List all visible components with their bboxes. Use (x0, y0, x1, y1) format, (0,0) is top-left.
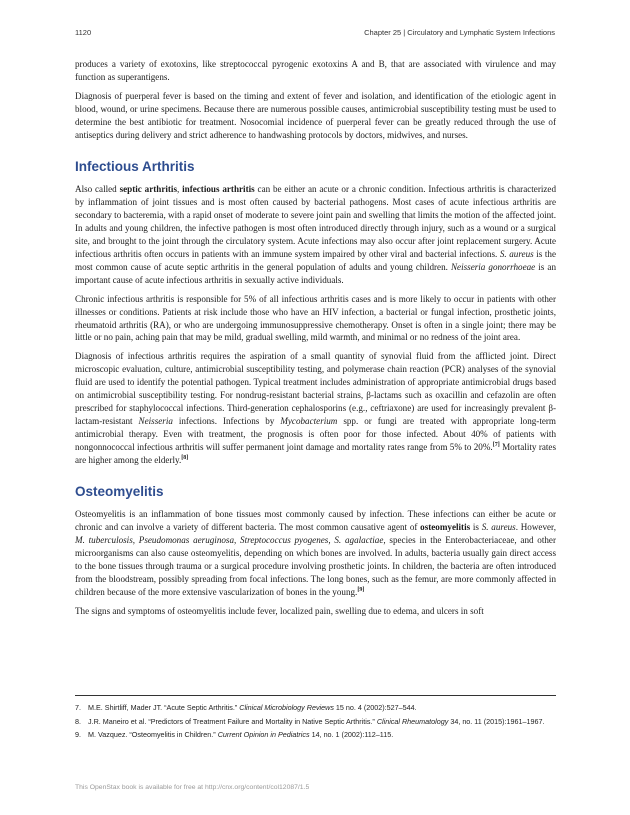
key-term: septic arthritis (119, 184, 177, 195)
footnote-7: 7. M.E. Shirtliff, Mader JT. “Acute Septic Arthritis.” Clinical Microbiology Reviews 15 no. 4 (2002):527–544. (75, 703, 417, 712)
footnotes (75, 702, 556, 743)
paragraph: Also called septic arthritis, infectious arthritis can be either an acute or a chronic condition. Infectious arthritis is characterized by inflammation of joint tissues and is most often caused by bacterial pathogens. Most cases of acute infectious arthritis are secondary to bacteremia, with a rapid onset of moderate to severe joint pain and swelling that limits the motion of the affected joint. In adults and young children, the infective pathogen is most often introduced directly through injury, such as a wound or a surgical site, and brought to the joint through the circulatory system. Acute infections may also occur after joint replacement surgery. Acute infectious arthritis often occurs in patients with an immune system impaired by other viral and bacterial infections. S. aureus is the most common cause of acute septic arthritis in the general population of adults and young children. Neisseria gonorrhoeae is an important cause of acute infectious arthritis in sexually active individuals. (75, 184, 557, 285)
footnote-8: 8. J.R. Maneiro et al. “Predictors of Treatment Failure and Mortality in Native Septic Arthritis.” Clinical Rheumatology 34, no. 11 (2015):1961–1967. (75, 716, 545, 726)
section-heading-osteomyelitis: Osteomyelitis (75, 484, 164, 500)
footnote-divider (75, 695, 556, 696)
paragraph: Osteomyelitis is an inflammation of bone tissues most commonly caused by infection. These infections can either be acute or chronic and can involve a variety of different bacteria. The most common causative agent of osteomyelitis is S. aureus. However, M. tuberculosis, Pseudomonas aeruginosa, Streptococcus pyogenes, S. agalactiae, species in the Enterobacteriaceae, and other microorganisms can also cause osteomyelitis, depending on which bones are involved. In adults, bacteria usually gain direct access to the bone tissues through trauma or a surgical procedure involving prosthetic joints. In children, the bacteria are often introduced from the bloodstream, possibly spreading from focal infections. The long bones, such as the femur, are more commonly affected in children because of the more extensive vascularization of bones in the young.[9] (75, 509, 556, 597)
footnote-ref-8[interactable]: [8] (181, 454, 189, 461)
key-term: osteomyelitis (420, 522, 471, 533)
key-term: infectious arthritis (182, 184, 255, 195)
footnote-9: 9. M. Vazquez. “Osteomyelitis in Children.” Current Opinion in Pediatrics 14, no. 1 (2002):112–115. (75, 730, 394, 739)
paragraph: Diagnosis of puerperal fever is based on the timing and extent of fever and isolation, and identification of the etiologic agent in blood, wound, or urine specimens. Because there are numerous possible causes, antimicrobial susceptibility testing must be used to determine the best antibiotic for treatment. Nosocomial incidence of puerperal fever can be greatly reduced through the use of antiseptics during delivery and strict adherence to handwashing protocols by doctors, midwives, and nurses. (75, 90, 556, 140)
paragraph: Chronic infectious arthritis is responsible for 5% of all infectious arthritis cases and is more likely to occur in patients with other illnesses or conditions. Patients at risk include those who have an HIV infection, a bacterial or fungal infection, prosthetic joints, rheumatoid arthritis (RA), or who are undergoing immunosuppressive chemotherapy. Onset is often in a single joint; there may be little or no pain, aching pain that may be mild, gradual swelling, mild warmth, and minimal or no redness of the joint area. (75, 293, 556, 343)
paragraph: produces a variety of exotoxins, like streptococcal pyrogenic exotoxins A and B, that are associated with virulence and may function as superantigens. (75, 59, 556, 82)
main-content (75, 58, 556, 624)
chapter-title: Chapter 25 | Circulatory and Lymphatic System Infections (364, 28, 555, 37)
page-footer: This OpenStax book is available for free at http://cnx.org/content/col12087/1.5 (75, 784, 310, 791)
footnote-ref-7[interactable]: [7] (492, 441, 500, 448)
paragraph: Diagnosis of infectious arthritis requires the aspiration of a small quantity of synovial fluid from the afflicted joint. Direct microscopic evaluation, culture, antimicrobial susceptibility testing, and polymerase chain reaction (PCR) analyses of the synovial fluid are used to identify the potential pathogen. Typical treatment includes administration of appropriate antimicrobial drugs based on antimicrobial susceptibility testing. For nondrug-resistant bacterial strains, β-lactams such as oxacillin and cefazolin are often prescribed for staphylococcal infections. Third-generation cephalosporins (e.g., ceftriaxone) are used for increasingly prevalent β-lactam-resistant Neisseria infections. Infections by Mycobacterium spp. or fungi are treated with appropriate long-term antimicrobial therapy. Even with treatment, the prognosis is often poor for those infected. About 40% of patients with nongonnococcal infectious arthritis will suffer permanent joint damage and mortality rates range from 5% to 20%.[7] Mortality rates are higher among the elderly.[8] (75, 351, 556, 465)
paragraph: The signs and symptoms of osteomyelitis include fever, localized pain, swelling due to edema, and ulcers in soft (75, 605, 484, 616)
page-number: 1120 (75, 28, 92, 37)
section-heading-infectious-arthritis: Infectious Arthritis (75, 159, 195, 175)
footnote-ref-9[interactable]: [9] (357, 586, 365, 593)
